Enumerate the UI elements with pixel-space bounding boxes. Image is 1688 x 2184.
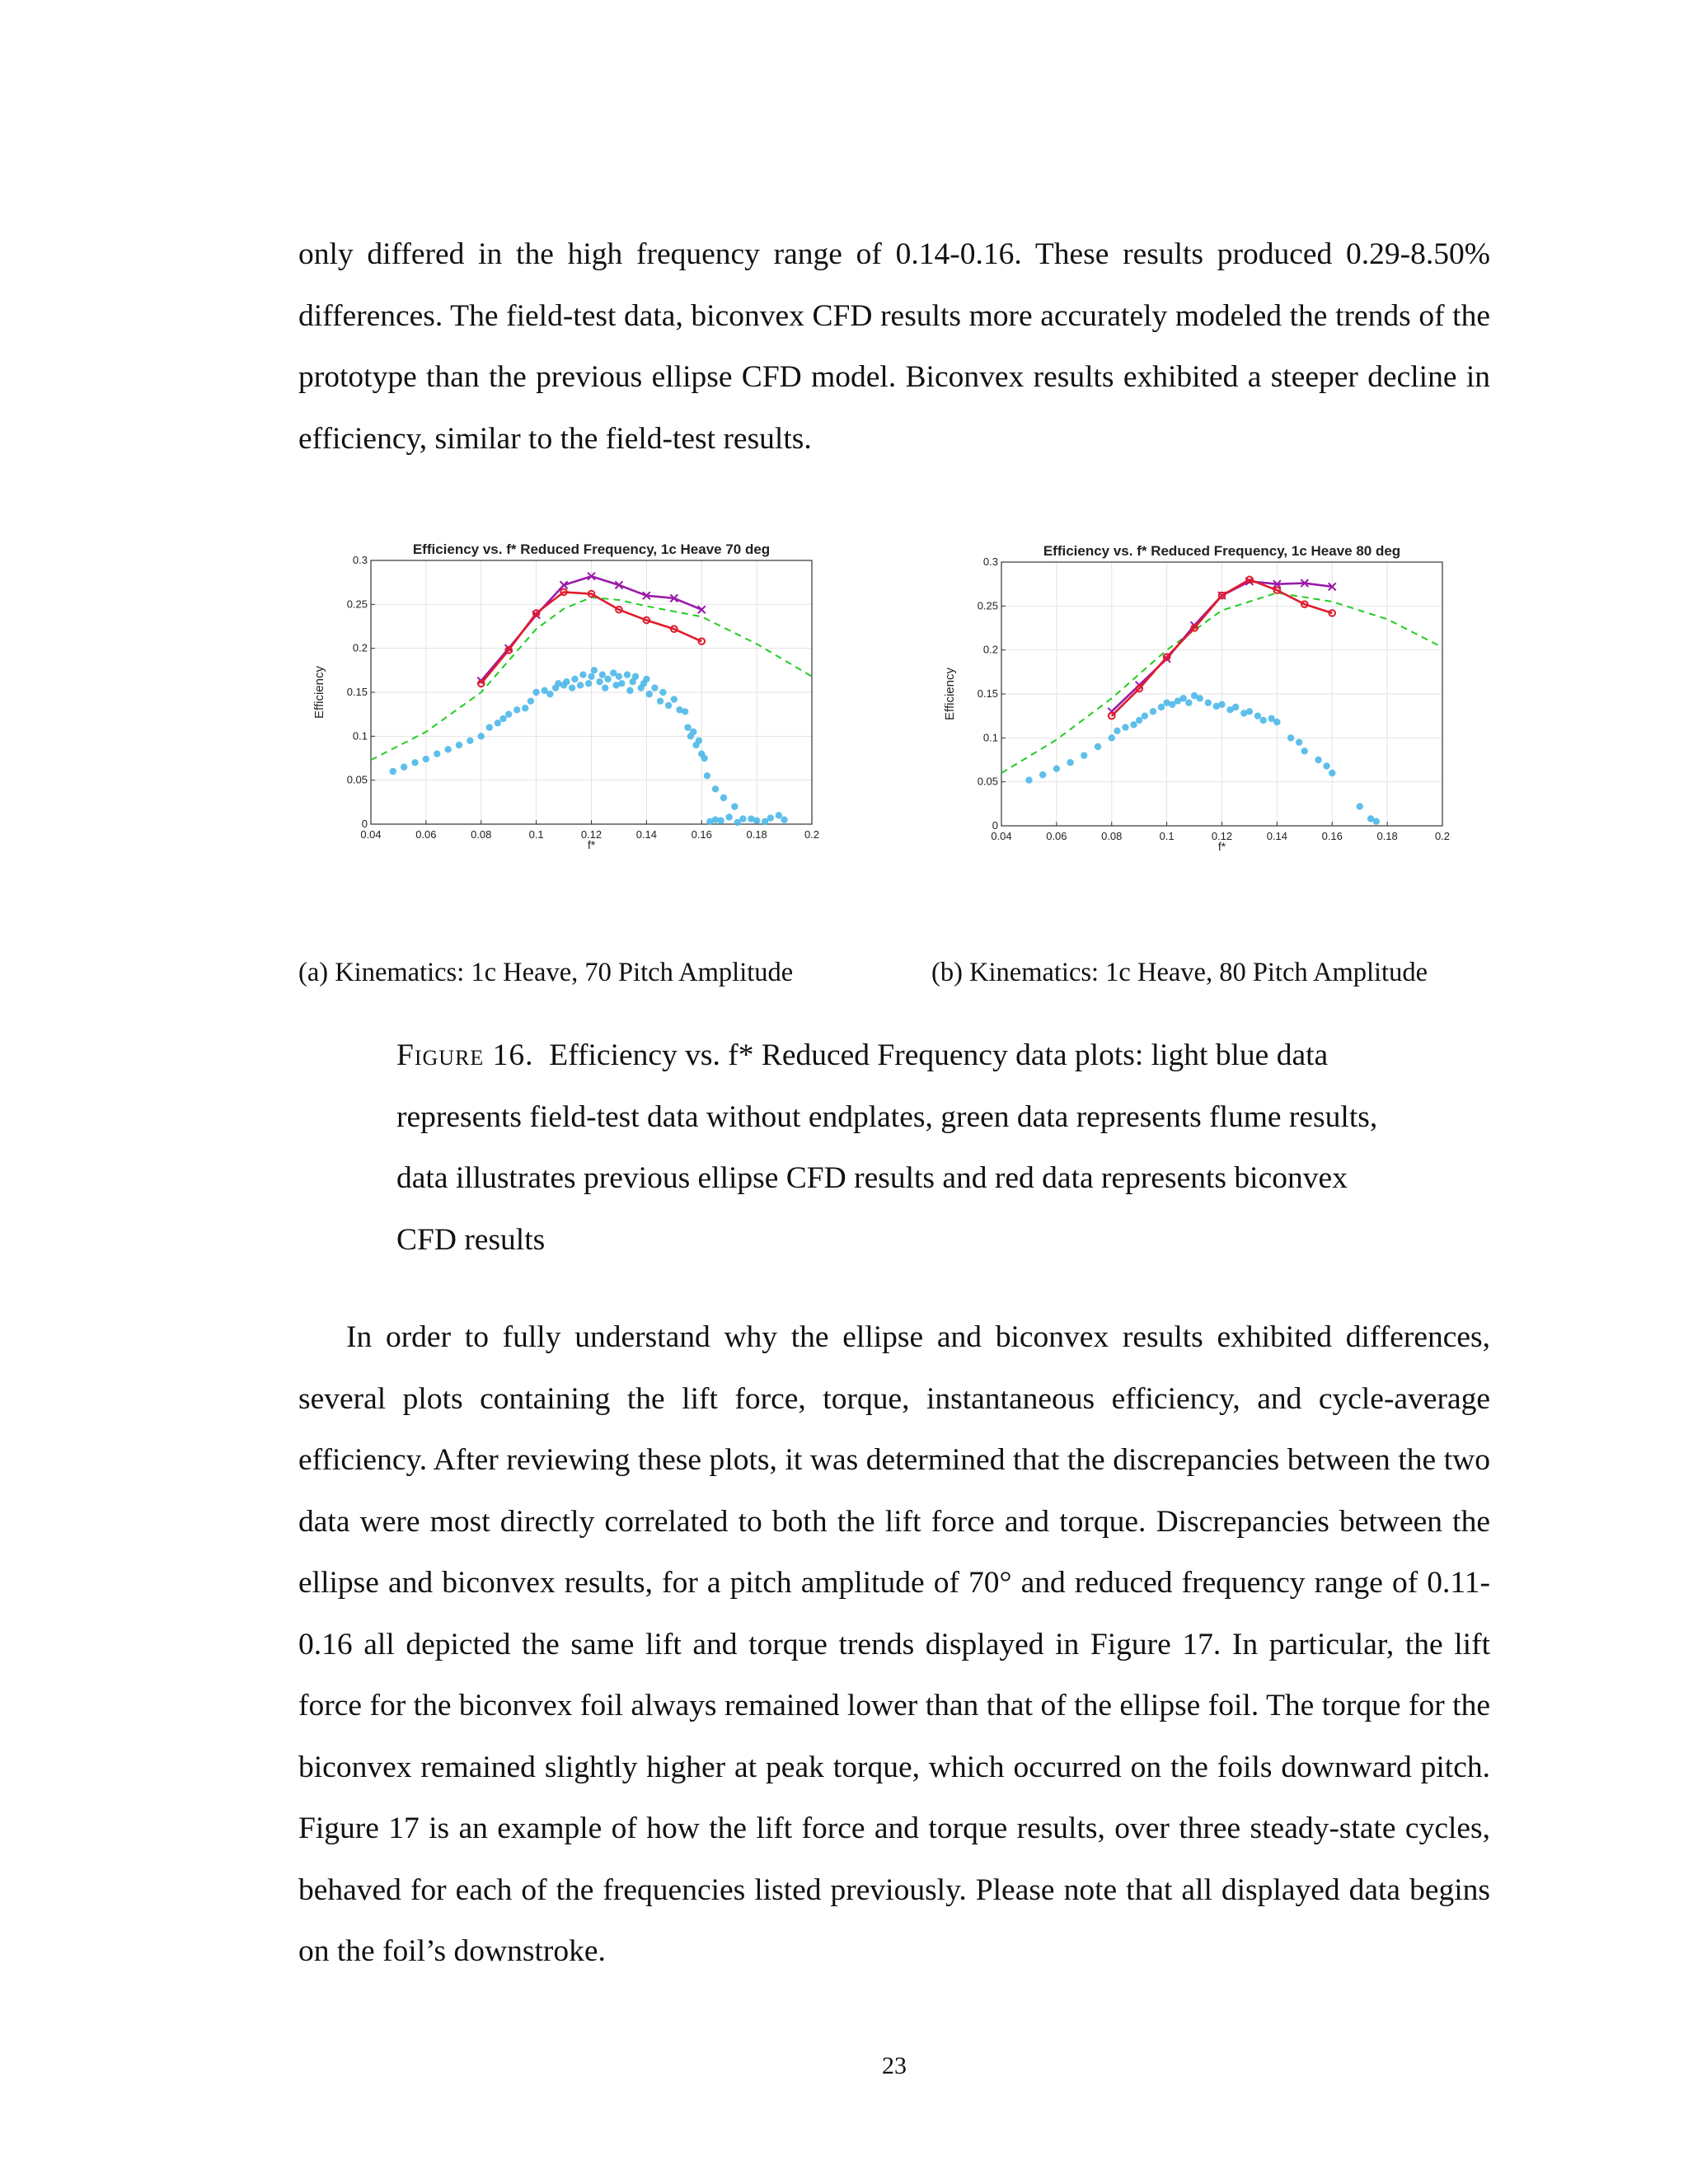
y-tick-label: 0.05 [977, 775, 998, 788]
field-test-point [423, 756, 429, 762]
field-test-point [1323, 762, 1329, 769]
x-tick-label: 0.1 [528, 828, 544, 841]
x-tick-label: 0.04 [991, 830, 1012, 842]
page-number: 23 [882, 2052, 907, 2079]
y-tick-label: 0.25 [346, 598, 368, 611]
field-test-point [1254, 712, 1261, 719]
field-test-point [1205, 699, 1212, 705]
field-test-point [1232, 704, 1239, 710]
x-tick-label: 0.12 [580, 828, 603, 841]
x-tick-label: 0.1 [1159, 830, 1175, 842]
x-tick-label: 0.14 [1266, 830, 1288, 842]
y-tick-label: 0.25 [977, 599, 998, 612]
figure-label: Figure 16. [396, 1038, 534, 1072]
figure-16a [305, 536, 832, 882]
field-test-point [456, 742, 462, 748]
field-test-point [1039, 771, 1046, 778]
field-test-point [720, 794, 727, 801]
field-test-point [505, 710, 512, 717]
field-test-point [1179, 695, 1186, 701]
x-tick-label: 0.2 [1434, 830, 1451, 842]
x-tick-label: 0.08 [1101, 830, 1123, 842]
x-tick-label: 0.12 [1211, 830, 1233, 842]
series-scatter [390, 667, 788, 826]
field-test-point [626, 687, 633, 694]
field-test-point [1301, 748, 1308, 754]
field-test-point [1356, 803, 1362, 809]
y-tick-label: 0.1 [352, 729, 368, 743]
x-axis-label: f* [1217, 840, 1226, 853]
y-tick-label: 0.2 [352, 641, 368, 654]
field-test-point [717, 818, 724, 824]
field-test-point [1259, 717, 1266, 724]
subcaption-a: (a) Kinematics: 1c Heave, 70 Pitch Amplitude [298, 958, 794, 987]
field-test-point [706, 818, 713, 825]
field-test-point [513, 706, 520, 713]
efficiency-chart-80deg [935, 537, 1463, 887]
field-test-point [725, 813, 732, 820]
field-test-point [1142, 712, 1148, 719]
field-test-point [444, 746, 451, 752]
field-test-point [522, 705, 528, 711]
field-test-point [665, 702, 672, 709]
field-test-point [546, 691, 553, 697]
field-test-point [602, 684, 608, 691]
field-test-point [1150, 708, 1156, 715]
field-test-point [671, 696, 678, 702]
x-axis-label: f* [587, 838, 596, 851]
field-test-point [499, 715, 506, 722]
field-test-point [1296, 738, 1302, 745]
x-tick-label: 0.14 [635, 828, 658, 841]
y-axis-label: Efficiency [943, 668, 957, 720]
y-tick-label: 0.1 [982, 731, 998, 744]
field-test-point [616, 673, 622, 680]
field-test-point [401, 763, 407, 770]
field-test-point [1067, 759, 1073, 766]
field-test-point [704, 772, 710, 779]
y-tick-label: 0.15 [346, 686, 368, 698]
x-tick-label: 0.06 [415, 828, 437, 841]
field-test-point [1287, 734, 1294, 741]
field-test-point [1114, 728, 1120, 734]
field-test-point [1185, 699, 1192, 705]
field-test-point [532, 689, 539, 696]
field-test-point [478, 733, 485, 739]
y-tick-label: 0.05 [346, 773, 368, 786]
field-test-point [682, 708, 688, 715]
field-test-point [1218, 701, 1225, 708]
field-test-point [495, 719, 501, 726]
field-test-point [734, 819, 741, 826]
field-test-point [1130, 721, 1137, 728]
field-test-point [1025, 776, 1032, 783]
chart-title: Efficiency vs. f* Reduced Frequency, 1c Heave 80 deg [1043, 543, 1401, 559]
field-test-point [624, 671, 631, 677]
field-test-point [712, 785, 719, 792]
field-test-point [643, 676, 649, 682]
figure-caption [396, 1025, 1392, 1271]
body-paragraph-top: only differed in the high frequency range of 0.14-0.16. These results produced 0.29-8.50% differences. The field-test data, biconvex CFD results more accurately modeled the trends of the prototype than the previous ellipse CFD model. Biconvex results exhibited a steeper decline in efficiency, similar to the field-test results. [298, 237, 1490, 456]
body-paragraph-bottom: In order to fully understand why the ellipse and biconvex results exhibited differences, several plots containing the lift force, torque, instantaneous efficiency, and cycle-average efficiency. After reviewing these plots, it was determined that the discrepancies between the two data were most directly correlated to both the lift force and torque. Discrepancies between the ellipse and biconvex results, for a pitch amplitude of 70° and reduced frequency range of 0.11-0.16 all depicted the same lift and torque trends displayed in Figure 17. In particular, the lift force for the biconvex foil always remained lower than that of the ellipse foil. The torque for the biconvex remained slightly higher at peak torque, which occurred on the foils downward pitch. Figure 17 is an example of how the lift force and torque results, over three steady-state cycles, behaved for each of the frequencies listed previously. Please note that all displayed data begins on the foil’s downstroke. [298, 1320, 1490, 1968]
field-test-point [684, 724, 691, 730]
field-test-point [591, 667, 598, 673]
field-test-point [748, 815, 754, 822]
field-test-point [776, 812, 782, 818]
x-tick-label: 0.2 [804, 828, 820, 841]
field-test-point [781, 816, 787, 823]
field-test-point [618, 680, 625, 687]
subcaption-b: (b) Kinematics: 1c Heave, 80 Pitch Amplitude [931, 958, 1428, 987]
field-test-point [579, 671, 586, 677]
y-tick-label: 0 [361, 818, 368, 830]
x-tick-label: 0.16 [1321, 830, 1343, 842]
field-test-point [585, 680, 592, 687]
field-test-point [646, 691, 653, 697]
field-test-point [434, 750, 440, 757]
y-tick-label: 0.15 [977, 687, 998, 700]
field-test-point [467, 737, 473, 743]
field-test-point [604, 676, 611, 682]
figure-16b [935, 537, 1463, 887]
field-test-point [1246, 708, 1253, 715]
field-test-point [411, 759, 418, 766]
x-tick-label: 0.18 [1376, 830, 1398, 842]
efficiency-chart-70deg [305, 536, 832, 882]
field-test-point [690, 729, 696, 735]
field-test-point [1136, 717, 1142, 724]
y-tick-label: 0 [992, 819, 998, 832]
field-test-point [731, 803, 738, 809]
field-test-point [1053, 765, 1060, 771]
field-test-point [1197, 695, 1203, 701]
y-tick-label: 0.2 [982, 643, 998, 656]
field-test-point [696, 737, 702, 743]
field-test-point [486, 724, 493, 730]
field-test-point [1095, 743, 1101, 750]
y-tick-label: 0.3 [982, 555, 998, 568]
field-test-point [599, 671, 606, 677]
field-test-point [1122, 724, 1128, 730]
field-test-point [577, 682, 584, 688]
x-tick-label: 0.18 [746, 828, 767, 841]
field-test-point [1373, 818, 1380, 824]
series-scatter [1025, 692, 1380, 825]
field-test-point [563, 678, 570, 685]
x-tick-label: 0.16 [691, 828, 712, 841]
field-test-point [1109, 734, 1115, 741]
field-test-point [596, 678, 603, 685]
field-test-point [762, 818, 768, 825]
field-test-point [569, 684, 575, 691]
field-test-point [1315, 757, 1321, 763]
x-tick-label: 0.08 [471, 828, 492, 841]
field-test-point [1329, 770, 1335, 776]
field-test-point [571, 676, 578, 682]
field-test-point [659, 689, 666, 696]
field-test-point [651, 684, 658, 691]
field-test-point [390, 768, 396, 775]
chart-title: Efficiency vs. f* Reduced Frequency, 1c Heave 70 deg [412, 541, 771, 557]
field-test-point [1158, 704, 1165, 710]
field-test-point [588, 673, 594, 680]
x-tick-label: 0.04 [360, 828, 382, 841]
field-test-point [528, 697, 534, 704]
field-test-point [701, 755, 707, 762]
y-tick-label: 0.3 [352, 554, 368, 566]
field-test-point [657, 697, 663, 704]
field-test-point [632, 673, 639, 680]
field-test-point [1273, 719, 1280, 725]
figure-caption-text: Efficiency vs. f* Reduced Frequency data plots: light blue data represents field-test data without endplates, green data represents flume results, data illustrates previous ellipse CFD results and red data represents biconvex CFD results [396, 1038, 1378, 1257]
y-axis-label: Efficiency [312, 666, 326, 719]
field-test-point [1081, 752, 1087, 758]
x-tick-label: 0.06 [1046, 830, 1067, 842]
